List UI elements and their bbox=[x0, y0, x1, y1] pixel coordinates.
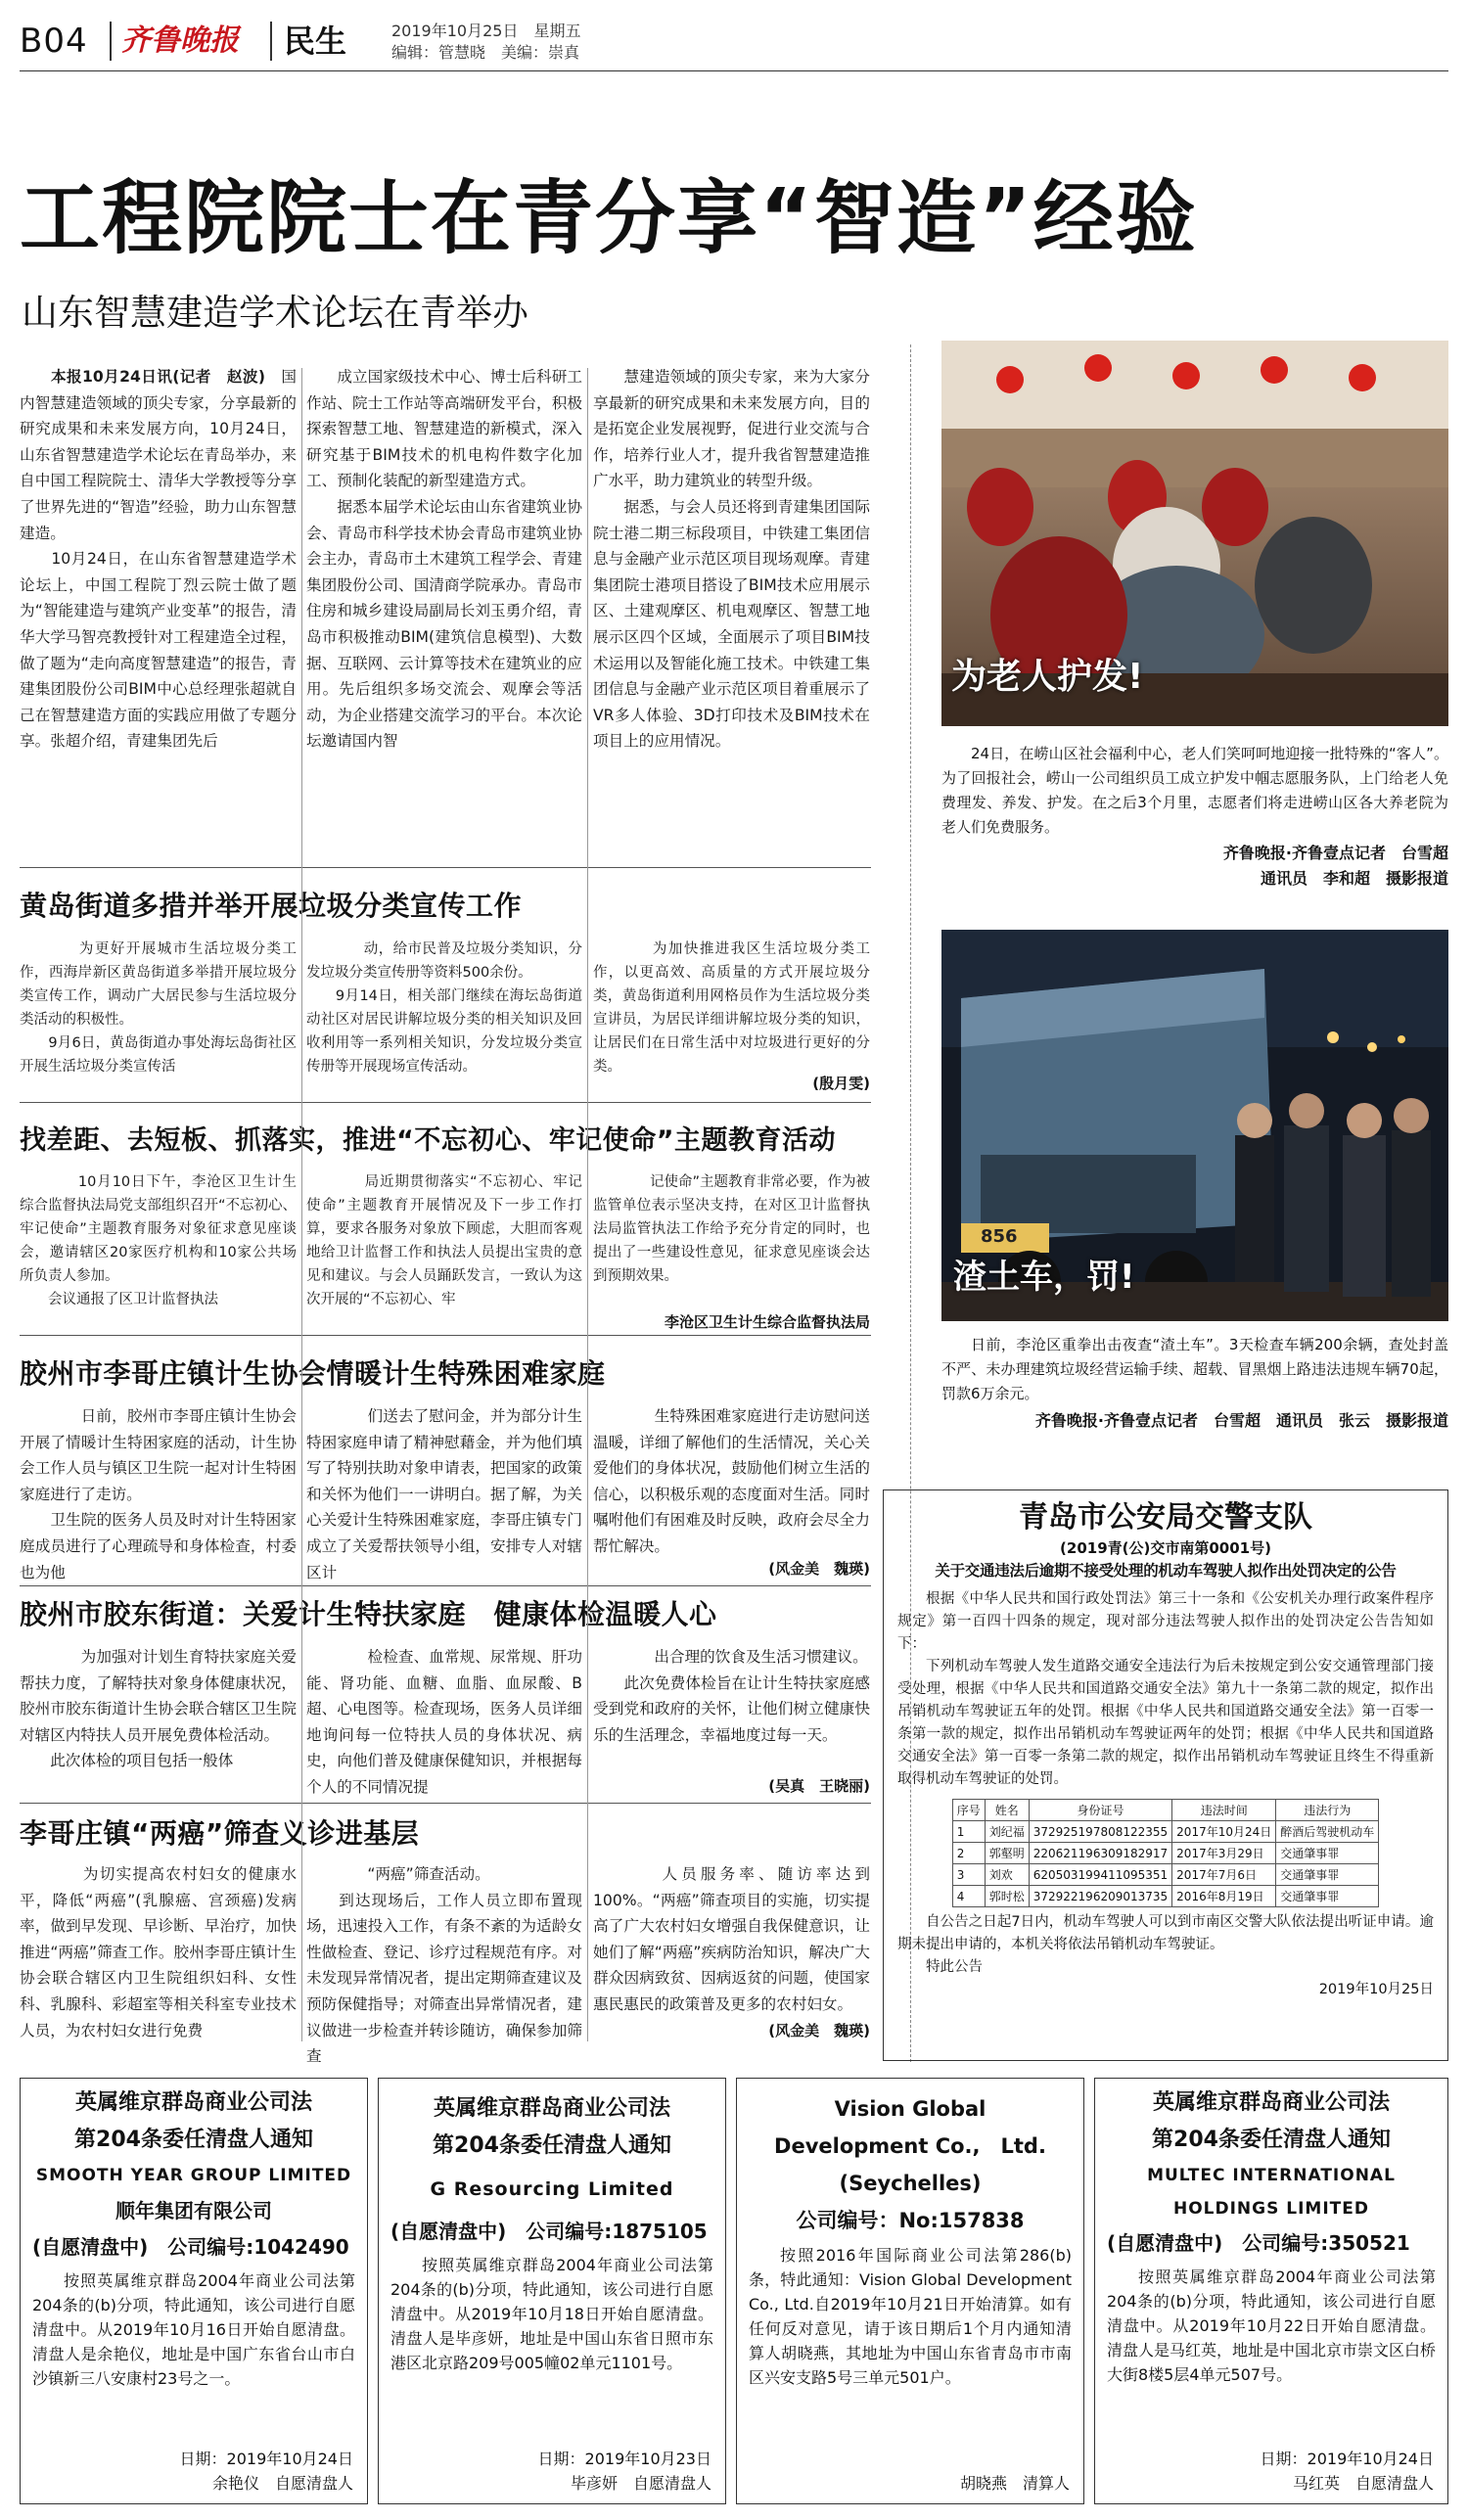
violator-table bbox=[952, 1799, 1380, 1907]
newspaper-logo: 齐鲁晚报 bbox=[121, 23, 239, 58]
ad-footer bbox=[180, 2447, 353, 2496]
photo-truck-credit: 齐鲁晚报·齐鲁壹点记者 台雪超 通讯员 张云 摄影报道 bbox=[1034, 1411, 1448, 1430]
art2-byline: (殷月雯) bbox=[812, 1075, 870, 1092]
cell-id: 372925197808122355 bbox=[1029, 1821, 1171, 1843]
art6-col-2: “两癌”筛查活动。 到达现场后，工作人员立即布置现场，迅速投入工作，有条不紊的为适龄女性做检查、登记、诊疗过程规范有序。对未发现异常情况者，提出定期筛查建议及预防保健指导；对筛查出异常情况者，建议做进一步检查并转诊随访，确保参加筛查 bbox=[306, 1865, 582, 2066]
rule-art4-bottom bbox=[20, 1585, 871, 1586]
ad-title-1: 英属维京群岛商业公司法 bbox=[74, 2090, 312, 2115]
ad-body: 按照2016年国际商业公司法第286(b)条，特此通知：Vision Global Development Co., Ltd.自2019年10月21日开始清算。如有任何反对意见，请于该日期后1个月内通知清算人胡晓燕，其地址为中国山东省青岛市市南区兴安支路5号三单元501户。 bbox=[749, 2246, 1072, 2387]
ad-title-2: 第204条委任清盘人通知 bbox=[1152, 2128, 1391, 2152]
rule-art3-bottom bbox=[20, 1335, 871, 1336]
table-row bbox=[952, 1821, 1379, 1843]
ad-footer bbox=[1261, 2447, 1434, 2496]
cell-index: 4 bbox=[952, 1886, 985, 1907]
ad-signer: 毕彦妍 自愿清盘人 bbox=[570, 2474, 711, 2493]
cell-id: 620503199411095351 bbox=[1029, 1864, 1171, 1886]
ad-title-2: 第204条委任清盘人通知 bbox=[433, 2133, 671, 2158]
notice-title: 青岛市公安局交警支队 bbox=[1019, 1500, 1312, 1535]
art4-title: 胶州市李哥庄镇计生协会情暖计生特殊困难家庭 bbox=[20, 1357, 606, 1390]
photo-truck-caption: 日前，李沧区重拳出击夜查“渣土车”。3天检查车辆200余辆，查处封盖不严、未办理建筑垃圾经营运输手续、超载、冒黑烟上路违法违规车辆70起，罚款6万余元。 bbox=[941, 1336, 1448, 1402]
cell-index: 2 bbox=[952, 1843, 985, 1864]
art6-title: 李哥庄镇“两癌”筛查义诊进基层 bbox=[20, 1817, 420, 1850]
rule-art5-bottom bbox=[20, 1803, 871, 1804]
issue-date: 2019年10月25日 星期五 bbox=[391, 22, 581, 40]
header-rule bbox=[20, 70, 1448, 71]
ad-smooth-year bbox=[20, 2078, 368, 2504]
lead-subtitle: 山东智慧建造学术论坛在青举办 bbox=[22, 292, 528, 334]
art6-byline: (风金美 魏瑛) bbox=[768, 2022, 870, 2039]
col-rule-1 bbox=[301, 368, 302, 2041]
ad-body: 按照英属维京群岛2004年商业公司法第204条的(b)分项，特此通知，该公司进行自愿清盘中。从2019年10月22日开始自愿清盘。清盘人是马红英，地址是中国北京市崇文区白桥大街8楼5层4单元507号。 bbox=[1107, 2268, 1437, 2384]
truck-plate: 856 bbox=[981, 1226, 1018, 1247]
cell-offense: 交通肇事罪 bbox=[1276, 1886, 1379, 1907]
header-divider-2 bbox=[270, 22, 272, 61]
photo-hair-care bbox=[941, 341, 1448, 726]
col-header-index: 序号 bbox=[952, 1800, 985, 1821]
cell-time: 2016年8月19日 bbox=[1172, 1886, 1276, 1907]
art3-col-3: 记使命”主题教育非常必要，作为被监管单位表示坚决支持，在对区卫计监督执法局监管执法工作给予充分肯定的同时，也提出了一些建设性意见，征求意见座谈会达到预期效果。 bbox=[593, 1174, 871, 1284]
page-number: B04 bbox=[20, 22, 88, 61]
col-rule-2 bbox=[587, 368, 588, 2041]
ad-g-resourcing bbox=[378, 2078, 726, 2504]
ad-vision-global bbox=[736, 2078, 1084, 2504]
ad-company-number: (自愿清盘中) 公司编号:350521 bbox=[1107, 2231, 1410, 2255]
cell-name: 郭时松 bbox=[985, 1886, 1029, 1907]
art5-col-1: 为加强对计划生育特扶家庭关爱帮扶力度，了解特扶对象身体健康状况，胶州市胶东街道计生协会联合辖区卫生院对辖区内特扶人员开展免费体检活动。 此次体检的项目包括一般体 bbox=[20, 1648, 297, 1770]
notice-subtitle: 关于交通违法后逾期不接受处理的机动车驾驶人拟作出处罚决定的公告 bbox=[935, 1562, 1397, 1580]
header-divider-1 bbox=[110, 22, 112, 61]
cell-time: 2017年10月24日 bbox=[1172, 1821, 1276, 1843]
ad-company-en: SMOOTH YEAR GROUP LIMITED bbox=[35, 2166, 352, 2185]
ad-signer: 余艳仪 自愿清盘人 bbox=[211, 2474, 353, 2493]
art6-col-1: 为切实提高农村妇女的健康水平，降低“两癌”(乳腺癌、宫颈癌)发病率，做到早发现、早诊断、早治疗，加快推进“两癌”筛查工作。胶州李哥庄镇计生协会联合辖区内卫生院组织妇科、女性科、乳腺科、彩超室等相关科室专业技术人员，为农村妇女进行免费 bbox=[20, 1865, 297, 2039]
ad-title-1: 英属维京群岛商业公司法 bbox=[433, 2096, 670, 2121]
art5-col-2: 检检查、血常规、尿常规、肝功能、肾功能、血糖、血脂、血尿酸、B超、心电图等。检查现场，医务人员详细地询问每一位特扶人员的身体状况、病史，向他们普及健康保健知识，并根据每个人的不同情况提 bbox=[306, 1648, 582, 1796]
art5-col-3: 出合理的饮食及生活习惯建议。 此次免费体检旨在让计生特扶家庭感受到党和政府的关怀，让他们树立健康快乐的生活理念，幸福地度过每一天。 bbox=[593, 1648, 870, 1744]
art2-col-1: 为更好开展城市生活垃圾分类工作，西海岸新区黄岛街道多举措开展垃圾分类宣传工作，调动广大居民参与生活垃圾分类活动的积极性。 9月6日，黄岛街道办事处海坛岛街社区开展生活垃圾分类宣传活 bbox=[20, 941, 297, 1075]
lead-col-3: 慧建造领域的顶尖专家，来为大家分享最新的研究成果和未来发展方向，目的是拓宽企业发展视野，促进行业交流与合作，培养行业人才，提升我省智慧建造推广水平，助力建筑业的转型升级。 据悉，与会人员还将到青建集团国际院士港二期三标段项目，中铁建工集团信息与金融产业示范区项目现场观摩。青建集团院士港项目搭设了BIM技术应用展示区、土建观摩区、机电观摩区、智慧工地展示区四个区域，全面展示了项目BIM技术运用以及智能化施工技术。中铁建工集团信息与金融产业示范区项目着重展示了VR多人体验、3D打印技术及BIM技术在项目上的应用情况。 bbox=[593, 368, 870, 751]
art3-byline: 李沧区卫生计生综合监督执法局 bbox=[664, 1313, 870, 1331]
art2-title: 黄岛街道多措并举开展垃圾分类宣传工作 bbox=[20, 890, 523, 922]
col-header-name: 姓名 bbox=[985, 1800, 1029, 1821]
rule-art2-bottom bbox=[20, 1102, 871, 1103]
notice-paragraph-1: 根据《中华人民共和国行政处罚法》第三十一条和《公安机关办理行政案件程序规定》第一百四十四条的规定，现对部分违法驾驶人拟作出的处罚决定公告告知如下： bbox=[897, 1591, 1434, 1652]
ad-body: 按照英属维京群岛2004年商业公司法第204条的(b)分项，特此通知，该公司进行自愿清盘中。从2019年10月16日开始自愿清盘。清盘人是余艳仪，地址是中国广东省台山市白沙镇新三八安康村23号之一。 bbox=[32, 2271, 355, 2388]
ad-date: 日期：2019年10月24日 bbox=[179, 2450, 353, 2468]
art2-col-3: 为加快推进我区生活垃圾分类工作，以更高效、高质量的方式开展垃圾分类，黄岛街道利用网格员作为生活垃圾分类宣讲员，为居民详细讲解垃圾分类的知识，让居民们在日常生活中对垃圾进行更好的分类。 bbox=[593, 941, 870, 1075]
cell-index: 3 bbox=[952, 1864, 985, 1886]
police-notice bbox=[883, 1489, 1448, 2061]
art4-col-3: 生特殊困难家庭进行走访慰问送温暖，详细了解他们的生活情况，关心关爱他们的身体状况，鼓励他们树立生活的信心，以积极乐观的态度面对生活。同时嘱咐他们有困难及时反映，政府会尽全力帮忙解决。 bbox=[593, 1407, 870, 1555]
ad-company-number: (自愿清盘中) 公司编号:1042490 bbox=[32, 2235, 349, 2259]
ad-company-number: 公司编号：No:157838 bbox=[796, 2209, 1025, 2232]
art3-col-2: 局近期贯彻落实“不忘初心、牢记使命”主题教育开展情况及下一步工作打算，要求各服务对象放下顾虑，大胆而客观地给卫计监督工作和执法人员提出宝贵的意见和建议。与会人员踊跃发言，一致认为这次开展的“不忘初心、牢 bbox=[306, 1174, 582, 1307]
editors: 编辑：管慧晓 美编：崇真 bbox=[391, 43, 580, 62]
ad-date: 日期：2019年10月23日 bbox=[537, 2450, 711, 2468]
cell-time: 2017年3月29日 bbox=[1172, 1843, 1276, 1864]
art4-col-1: 日前，胶州市李哥庄镇计生协会开展了情暖计生特困家庭的活动，计生协会工作人员与镇区卫生院一起对计生特困家庭进行了走访。 卫生院的医务人员及时对计生特困家庭成员进行了心理疏导和身体检查，村委也为他 bbox=[20, 1407, 297, 1581]
cell-name: 郭壑明 bbox=[985, 1843, 1029, 1864]
art3-title: 找差距、去短板、抓落实，推进“不忘初心、牢记使命”主题教育活动 bbox=[20, 1125, 836, 1156]
ad-footer bbox=[960, 2471, 1070, 2496]
photo-hair-care-caption: 24日，在崂山区社会福利中心，老人们笑呵呵地迎接一批特殊的“客人”。为了回报社会，崂山一公司组织员工成立护发中帼志愿服务队，上门给老人免费理发、养发、护发。在之后3个月里，志愿者们将走进崂山区各大养老院为老人们免费服务。 bbox=[941, 745, 1448, 836]
ad-signer: 胡晓燕 清算人 bbox=[959, 2474, 1070, 2493]
cell-id: 220621196309182917 bbox=[1029, 1843, 1171, 1864]
photo-hair-care-credit-2: 通讯员 李和超 摄影报道 bbox=[1260, 869, 1448, 888]
col-header-time: 违法时间 bbox=[1172, 1800, 1276, 1821]
ad-company-en-2: HOLDINGS LIMITED bbox=[1172, 2199, 1369, 2219]
ad-title-2: Development Co., Ltd. bbox=[774, 2134, 1046, 2158]
ad-signer: 马红英 自愿清盘人 bbox=[1292, 2474, 1434, 2493]
ad-company-en: (Seychelles) bbox=[839, 2172, 982, 2195]
photo-truck-check bbox=[941, 930, 1448, 1321]
ad-company-number: (自愿清盘中) 公司编号:1875105 bbox=[390, 2220, 708, 2243]
violator-table-header bbox=[952, 1800, 1379, 1821]
cell-id: 372922196209013735 bbox=[1029, 1886, 1171, 1907]
notice-paragraph-3: 自公告之日起7日内，机动车驾驶人可以到市南区交警大队依法提出听证申请。逾期未提出申请的，本机关将依法吊销机动车驾驶证。 bbox=[897, 1914, 1434, 1952]
art6-col-3: 人员服务率、随访率达到100%。“两癌”筛查项目的实施，切实提高了广大农村妇女增强自我保健意识，让她们了解“两癌”疾病防治知识，解决广大群众因病致贫、因病返贫的问题，使国家惠民惠民的政策普及更多的农村妇女。 bbox=[593, 1865, 870, 2013]
cell-offense: 交通肇事罪 bbox=[1276, 1843, 1379, 1864]
page-header bbox=[0, 0, 1468, 70]
cell-offense: 醉酒后驾驶机动车 bbox=[1276, 1821, 1379, 1843]
art5-title: 胶州市胶东街道：关爱计生特扶家庭 健康体检温暖人心 bbox=[20, 1598, 717, 1630]
col-header-offense: 违法行为 bbox=[1276, 1800, 1379, 1821]
notice-number: (2019青(公)交市南第0001号) bbox=[1060, 1539, 1271, 1557]
photo-truck-overlay: 渣土车，罚! bbox=[953, 1258, 1135, 1297]
ad-multec bbox=[1094, 2078, 1448, 2504]
photo-hair-care-overlay: 为老人护发! bbox=[951, 657, 1144, 697]
ad-footer bbox=[538, 2447, 711, 2496]
table-row bbox=[952, 1843, 1379, 1864]
ad-title-2: 第204条委任清盘人通知 bbox=[74, 2128, 313, 2152]
cell-name: 刘欢 bbox=[985, 1864, 1029, 1886]
notice-date: 2019年10月25日 bbox=[1318, 1982, 1434, 1997]
art5-byline: (吴真 王晓丽) bbox=[768, 1777, 870, 1795]
lead-col-1: 本报10月24日讯(记者 赵波) 国内智慧建造领域的顶尖专家，分享最新的研究成果和未来发展方向，10月24日，山东省智慧建造学术论坛在青岛举办，来自中国工程院院士、清华大学教授等分享了世界先进的“智造”经验，助力山东智慧建造。 10月24日，在山东省智慧建造学术论坛上，中国工程院丁烈云院士做了题为“智能建造与建筑产业变革”的报告，清华大学马智亮教授针对工程建造全过程，做了题为“走向高度智慧建造”的报告，青建集团股份公司BIM中心总经理张超就自己在智慧建造方面的实践应用做了专题分享。张超介绍，青建集团先后 bbox=[20, 368, 297, 751]
table-row bbox=[952, 1886, 1379, 1907]
photo-hair-care-credit-1: 齐鲁晚报·齐鲁壹点记者 台雪超 bbox=[1222, 844, 1448, 862]
art4-col-2: 们送去了慰问金，并为部分计生特困家庭申请了精神慰藉金，并为他们填写了特别扶助对象申请表，把国家的政策和关怀为他们一一讲明白。据了解，为关心关爱计生特殊困难家庭，李哥庄镇专门成立了关爱帮扶领导小组，安排专人对辖区计 bbox=[306, 1407, 582, 1581]
ad-title-1: Vision Global bbox=[834, 2097, 986, 2121]
ad-company-cn: 顺年集团有限公司 bbox=[115, 2199, 272, 2222]
rule-lead-bottom bbox=[20, 867, 871, 868]
ad-title-1: 英属维京群岛商业公司法 bbox=[1152, 2090, 1390, 2115]
notice-special: 特此公告 bbox=[926, 1959, 983, 1975]
cell-offense: 交通肇事罪 bbox=[1276, 1864, 1379, 1886]
art4-byline: (风金美 魏瑛) bbox=[768, 1560, 870, 1578]
cell-name: 刘纪福 bbox=[985, 1821, 1029, 1843]
ad-body: 按照英属维京群岛2004年商业公司法第204条的(b)分项，特此通知，该公司进行自愿清盘中。从2019年10月18日开始自愿清盘。清盘人是毕彦妍，地址是中国山东省日照市东港区北京路209号005幢02单元1101号。 bbox=[390, 2256, 713, 2372]
art3-col-1: 10月10日下午，李沧区卫生计生综合监督执法局党支部组织召开“不忘初心、牢记使命”主题教育服务对象征求意见座谈会，邀请辖区20家医疗机构和10家公共场所负责人参加。 会议通报了区卫计监督执法 bbox=[20, 1174, 298, 1307]
ad-company-en: G Resourcing Limited bbox=[430, 2178, 674, 2200]
cell-time: 2017年7月6日 bbox=[1172, 1864, 1276, 1886]
section-name: 民生 bbox=[284, 23, 347, 60]
lead-title: 工程院院士在青分享“智造”经验 bbox=[20, 172, 1198, 265]
lead-col-2: 成立国家级技术中心、博士后科研工作站、院士工作站等高端研发平台，积极探索智慧工地、智慧建造的新模式，深入研究基于BIM技术的机电构件数字化加工、预制化装配的新型建造方式。 据悉本届学术论坛由山东省建筑业协会、青岛市科学技术协会青岛市建筑业协会主办，青岛市土木建筑工程学会、青建集团股份公司、国清商学院承办。青岛市住房和城乡建设局副局长刘玉勇介绍，青岛市积极推动BIM(建筑信息模型)、大数据、互联网、云计算等技术在建筑业的应用。先后组织多场交流会、观摩会等活动，为企业搭建交流学习的平台。本次论坛邀请国内智 bbox=[306, 368, 582, 751]
ad-date: 日期：2019年10月24日 bbox=[1260, 2450, 1434, 2468]
cell-index: 1 bbox=[952, 1821, 985, 1843]
art2-col-2: 动，给市民普及垃圾分类知识，分发垃圾分类宣传册等资料500余份。 9月14日，相关部门继续在海坛岛街道动社区对居民讲解垃圾分类的相关知识及回收利用等一系列相关知识，分发垃圾分类宣传册等开展现场宣传活动。 bbox=[306, 941, 582, 1075]
notice-paragraph-2: 下列机动车驾驶人发生道路交通安全违法行为后未按规定到公安交通管理部门接受处理，根据《中华人民共和国道路交通安全法》第九十一条第二款的规定，拟作出吊销机动车驾驶证五年的处罚。根据《中华人民共和国道路交通安全法》第一百零一条第一款的规定，拟作出吊销机动车驾驶证两年的处罚；根据《中华人民共和国道路交通安全法》第一百零一条第二款的规定，拟作出吊销机动车驾驶证且终生不得重新取得机动车驾驶证的处罚。 bbox=[897, 1659, 1434, 1787]
table-row bbox=[952, 1864, 1379, 1886]
col-header-id: 身份证号 bbox=[1029, 1800, 1171, 1821]
ad-company-en-1: MULTEC INTERNATIONAL bbox=[1147, 2166, 1396, 2185]
